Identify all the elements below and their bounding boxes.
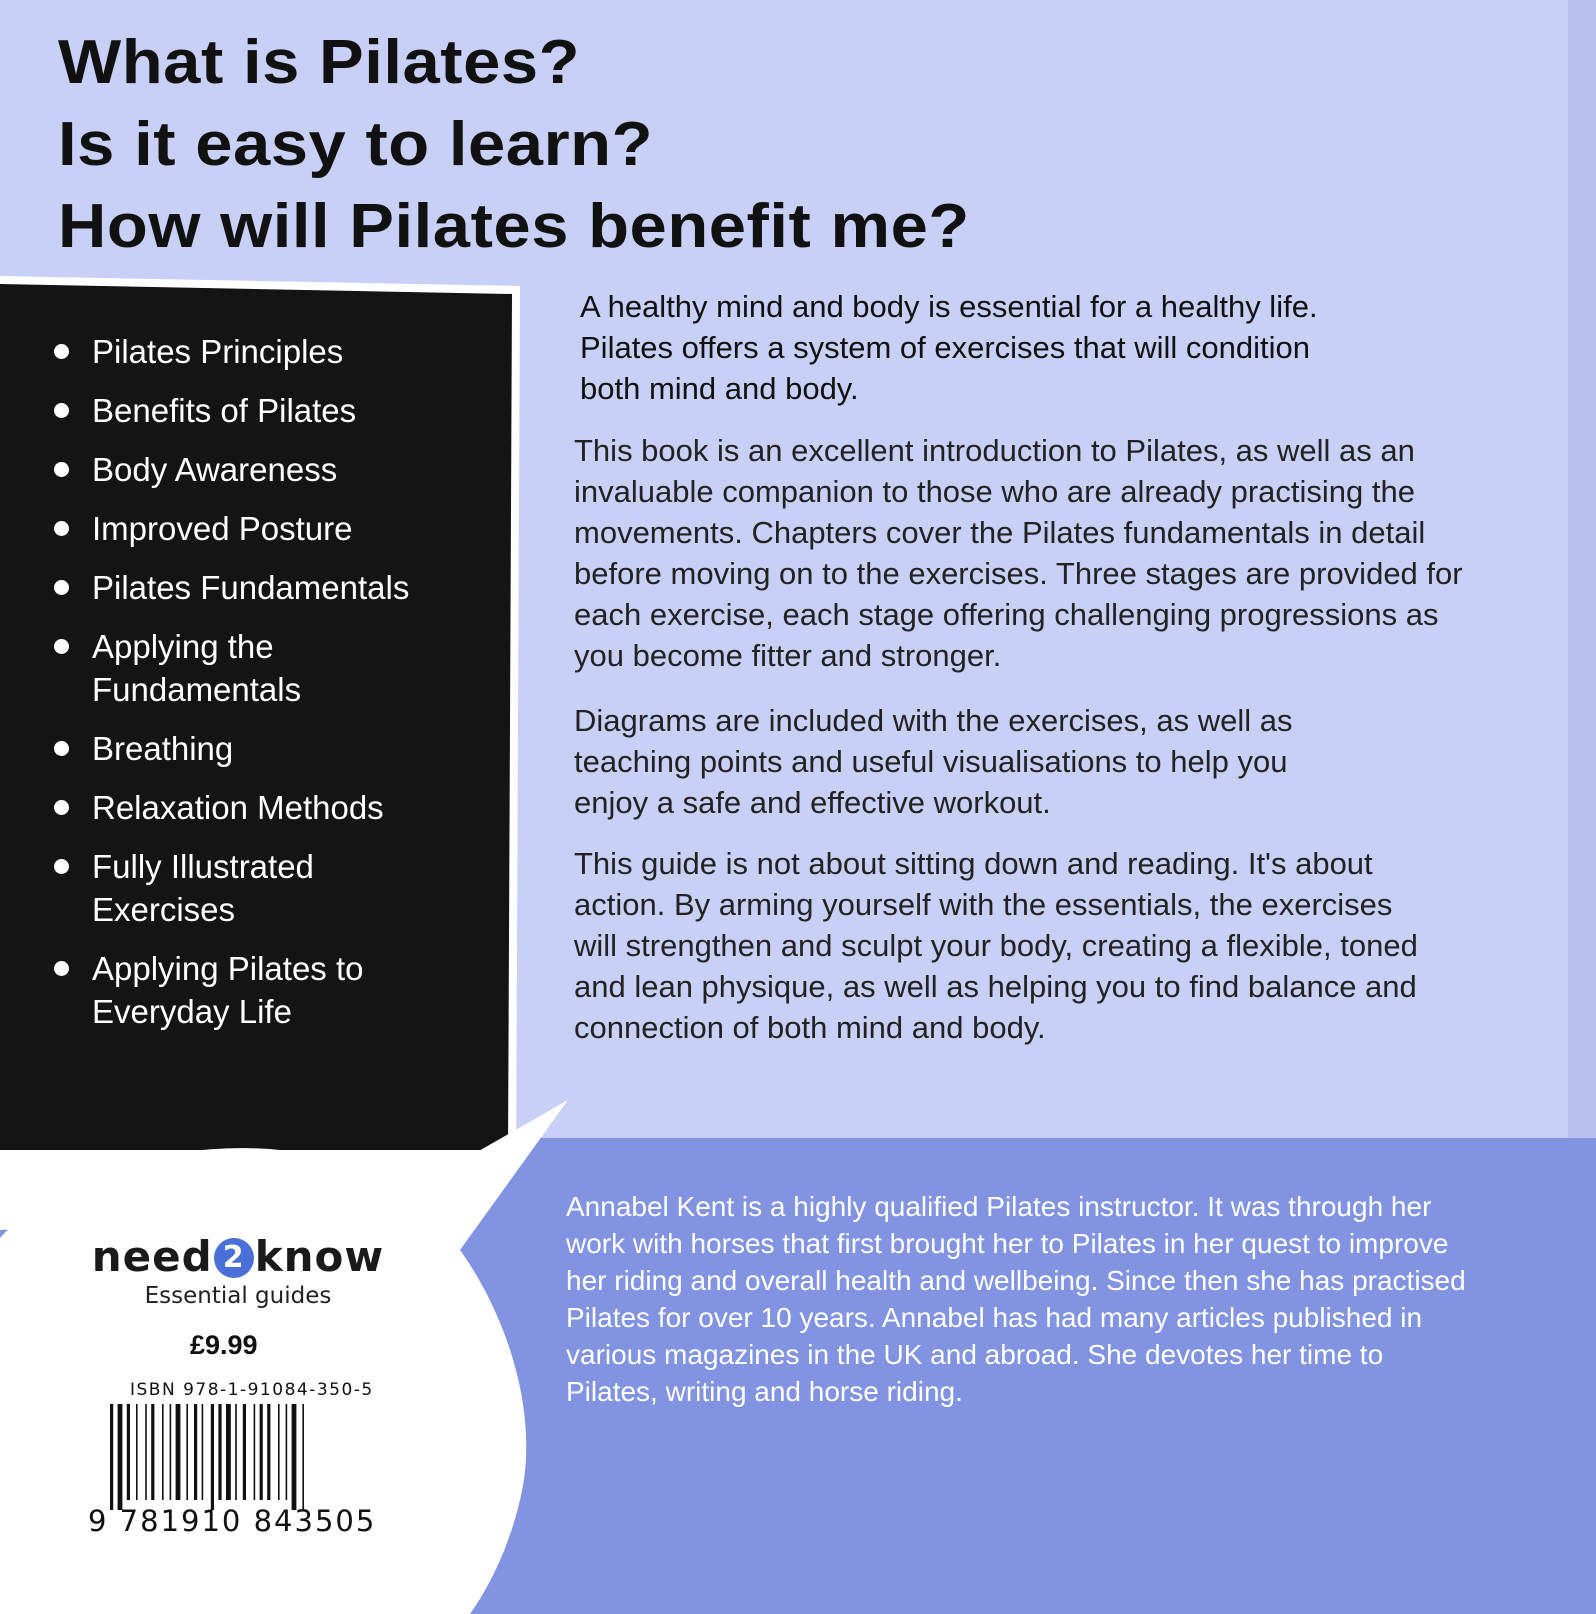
bullet-icon [54, 462, 69, 477]
feature-label: Improved Posture [92, 510, 353, 547]
barcode-digits: 9 781910 843505 [88, 1504, 377, 1538]
bullet-icon [54, 403, 69, 418]
barcode-bar [226, 1404, 231, 1500]
logo-word-start: need [91, 1232, 213, 1281]
logo-word-end: know [254, 1232, 385, 1281]
barcode-bar [145, 1404, 147, 1500]
feature-label: Pilates Fundamentals [92, 569, 410, 606]
barcode-bar [127, 1404, 130, 1500]
barcode-bar [118, 1404, 123, 1510]
barcode-bar [194, 1404, 197, 1500]
list-item [50, 389, 490, 432]
bullet-icon [54, 521, 69, 536]
barcode-bar [202, 1404, 204, 1500]
bullet-icon [54, 580, 69, 595]
bullet-icon [54, 859, 69, 874]
barcode-bar [235, 1404, 237, 1500]
list-item [50, 625, 352, 711]
list-item [50, 330, 490, 373]
price: £9.99 [190, 1330, 258, 1360]
publisher-logo [88, 1232, 388, 1309]
feature-label: Body Awareness [92, 451, 338, 488]
list-item [50, 727, 490, 770]
barcode-bar [136, 1404, 138, 1500]
barcode-bar [278, 1404, 280, 1500]
bullet-icon [54, 800, 69, 815]
barcode-bar [260, 1404, 263, 1500]
heading-line: How will Pilates benefit me? [58, 192, 970, 261]
barcode-bar [110, 1404, 113, 1510]
bullet-icon [54, 961, 69, 976]
list-item [50, 448, 490, 491]
logo-tagline: Essential guides [144, 1283, 332, 1309]
list-item [50, 566, 490, 609]
feature-list [50, 330, 490, 1049]
feature-label: Breathing [92, 730, 234, 767]
bullet-icon [54, 639, 69, 654]
feature-label: Relaxation Methods [92, 789, 384, 826]
barcode-bar [162, 1404, 164, 1500]
heading-line: Is it easy to learn? [58, 110, 654, 179]
lead-paragraph: A healthy mind and body is essential for a healthy life. Pilates offers a system of exercises that will condition both mind and body. [580, 289, 1318, 406]
body-paragraph: This book is an excellent introduction to Pilates, as well as an invaluable companion to those who are already practising the movements. Chapters cover the Pilates fundamentals in detail before moving on to the exercises. Three stages are provided for each exercise, each stage offering challenging progressions as you become fitter and stronger. [574, 433, 1463, 673]
barcode-bar [211, 1404, 214, 1510]
barcode-bar [292, 1404, 297, 1510]
barcode-bar [254, 1404, 256, 1500]
barcode-bar [218, 1404, 221, 1500]
list-item [50, 786, 490, 829]
list-item [50, 507, 490, 550]
barcode-bar [186, 1404, 188, 1500]
feature-label: Applying Pilates to Everyday Life [92, 950, 364, 1030]
barcode-bar [151, 1404, 154, 1500]
barcode-bar [243, 1404, 246, 1500]
isbn: ISBN 978-1-91084-350-5 [130, 1380, 374, 1400]
bullet-icon [54, 344, 69, 359]
barcode-bar [170, 1404, 172, 1500]
list-item [50, 947, 392, 1033]
body-paragraph: Diagrams are included with the exercises, as well as teaching points and useful visualisations to help you enjoy a safe and effective workout. [574, 703, 1293, 820]
barcode [108, 1404, 372, 1510]
list-item [50, 845, 352, 931]
author-bio: Annabel Kent is a highly qualified Pilates instructor. It was through her work with horses that first brought her to Pilates in her quest to improve her riding and overall health and wellbeing. Since then she has practised Pilates for over 10 years. Annabel has had many articles published in various magazines in the UK and abroad. She devotes her time to Pilates, writing and horse riding. [566, 1191, 1466, 1407]
barcode-bar [286, 1404, 288, 1500]
feature-label: Pilates Principles [92, 333, 344, 370]
barcode-bar [176, 1404, 181, 1500]
feature-label: Applying the Fundamentals [92, 628, 302, 708]
feature-label: Fully Illustrated Exercises [92, 848, 314, 928]
cover-headings [58, 22, 970, 268]
logo-number: 2 [214, 1238, 254, 1278]
feature-label: Benefits of Pilates [92, 392, 357, 429]
bullet-icon [54, 741, 69, 756]
heading-line: What is Pilates? [58, 28, 581, 97]
logo-wordmark [88, 1232, 388, 1281]
barcode-bar [267, 1404, 270, 1500]
body-paragraph: This guide is not about sitting down and reading. It's about action. By arming yourself with the essentials, the exercises will strengthen and sculpt your body, creating a flexible, toned and lean physique, as well as helping you to find balance and connection of both mind and body. [574, 846, 1418, 1045]
barcode-bar [302, 1404, 304, 1510]
